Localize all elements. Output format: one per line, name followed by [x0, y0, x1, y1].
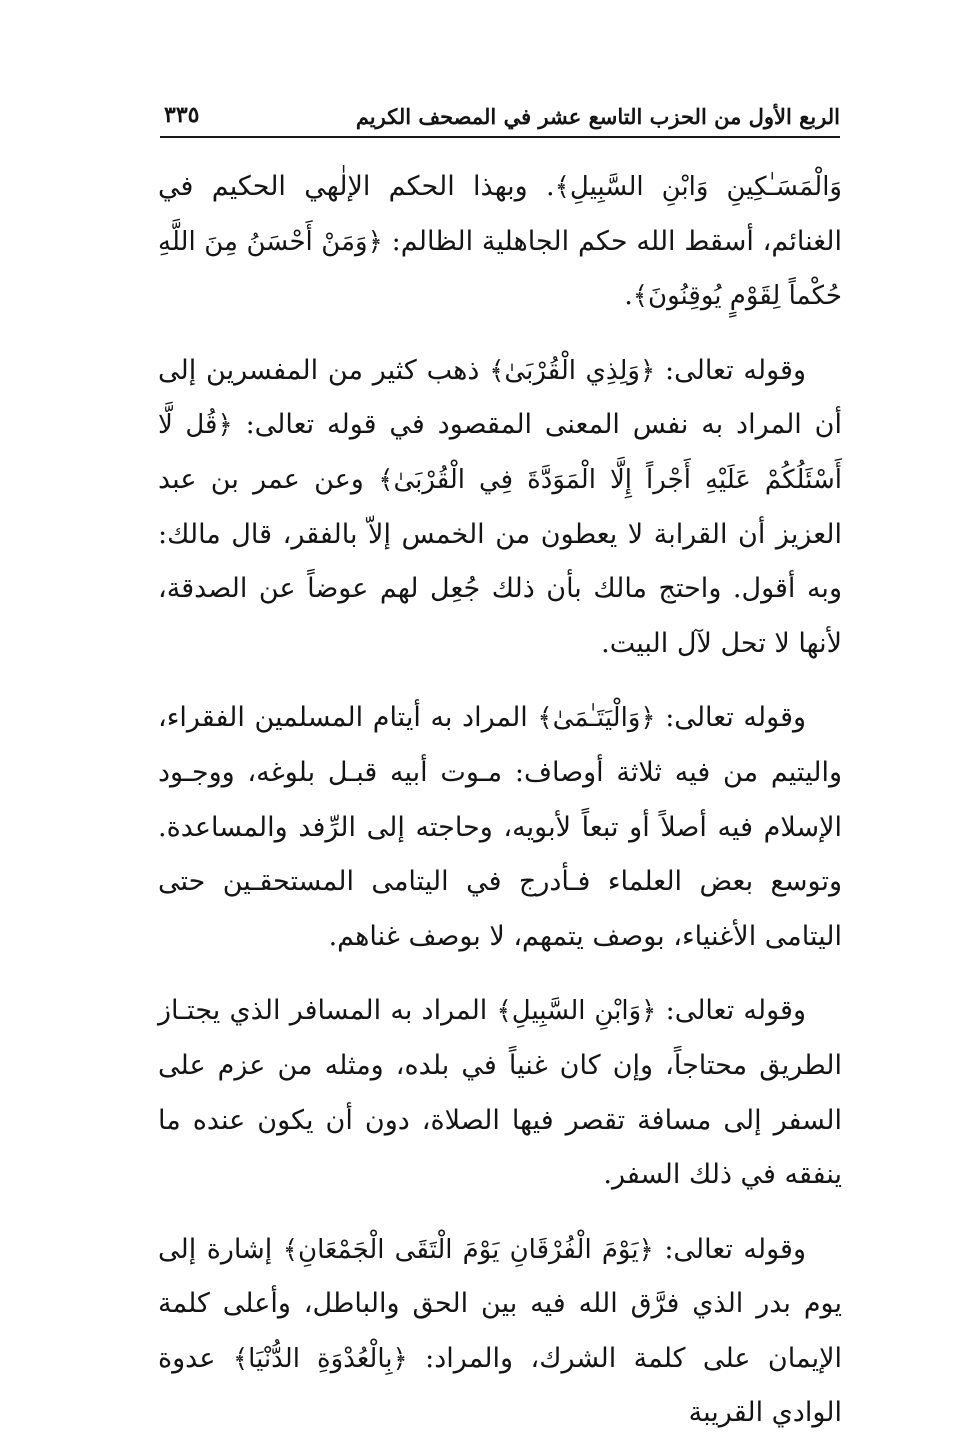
- quran-quote: ﴿يَوْمَ الْفُرْقَانِ يَوْمَ الْتَقَى الْجَمْعَانِ﴾: [282, 1234, 654, 1265]
- running-header: [160, 102, 840, 138]
- page-number: ٣٣٥: [164, 102, 200, 128]
- quran-quote: ﴿وَمَنْ أَحْسَنُ مِنَ اللَّهِ حُكْماً لِقَوْمٍ يُوقِنُونَ﴾: [158, 226, 842, 312]
- text-segment: إشارة إلى يوم بدر الذي فرَّق الله فيه بين الحق والباطل، وأعلى كلمة الإيمان على كلمة الشرك، والمراد:: [158, 1233, 842, 1374]
- paragraph: [158, 691, 842, 964]
- text-segment: المراد به المسافر الذي يجتـاز الطريق محتاجاً، وإن كان غنياً في بلده، ومثله من عزم على السفر إلى مسافة تقصر فيها الصلاة، دون أن يكون عنده ما ينفقه في ذلك السفر.: [158, 995, 842, 1191]
- text-segment: وقوله تعالى:: [655, 702, 807, 734]
- text-segment: المراد به أيتام المسلمين الفقراء، واليتيم من فيه ثلاثة أوصاف: مـوت أبيه قبـل بلوغه، ووجـود الإسلام فيه أصلاً أو تبعاً لأبويه، وحاجته إلى الرِّفد والمساعدة. وتوسع بعض العلماء فـأدرج في اليتامى المستحقـين حتى اليتامى الأغنياء، بوصف يتمهم، لا بوصف غناهم.: [158, 702, 842, 952]
- paragraph: [158, 984, 842, 1202]
- body-text: [158, 160, 842, 1441]
- text-segment: .: [624, 280, 633, 312]
- text-segment: وقوله تعالى:: [656, 995, 806, 1027]
- paragraph: [158, 1223, 842, 1441]
- paragraph: [158, 344, 842, 672]
- text-segment: عدوة الوادي القريبة: [158, 1342, 842, 1429]
- text-segment: وقوله تعالى:: [655, 354, 807, 386]
- paragraph: [158, 160, 842, 324]
- quran-quote: ﴿وَابْنِ السَّبِيلِ﴾: [496, 996, 657, 1027]
- quran-quote: ﴿قُل لَّا أَسْئَلُكُمْ عَلَيْهِ أَجْراً إِلَّا الْمَوَدَّةَ فِي الْقُرْبَىٰ﴾: [158, 410, 842, 495]
- quran-quote: ﴿بِالْعُدْوَةِ الدُّنْيَا﴾: [232, 1343, 408, 1374]
- quran-quote: ﴿وَلِذِي الْقُرْبَىٰ﴾: [489, 355, 656, 386]
- text-segment: وقوله تعالى:: [653, 1233, 807, 1265]
- text-segment: . وبهذا الحكم الإلٰهي الحكيم في الغنائم، أسقط الله حكم الجاهلية الظالم:: [158, 171, 842, 257]
- quran-quote: ﴿وَالْيَتَـٰمَىٰ﴾: [537, 703, 656, 734]
- text-segment: ذهب كثير من المفسرين إلى أن المراد به نفس المعنى المقصود في قوله تعالى:: [158, 354, 842, 441]
- header-title: الربع الأول من الحزب التاسع عشر في المصحف الكريم: [355, 104, 840, 129]
- quran-quote: وَالْمَسَـٰكِينِ وَابْنِ السَّبِيلِ﴾: [554, 172, 842, 202]
- text-segment: وعن عمر بن عبد العزيز أن القرابة لا يعطون من الخمس إلاّ بالفقر، قال مالك: وبه أقول. واحتج مالك بأن ذلك جُعِل لهم عوضاً عن الصدقة، لأنها لا تحل لآل البيت.: [158, 463, 842, 659]
